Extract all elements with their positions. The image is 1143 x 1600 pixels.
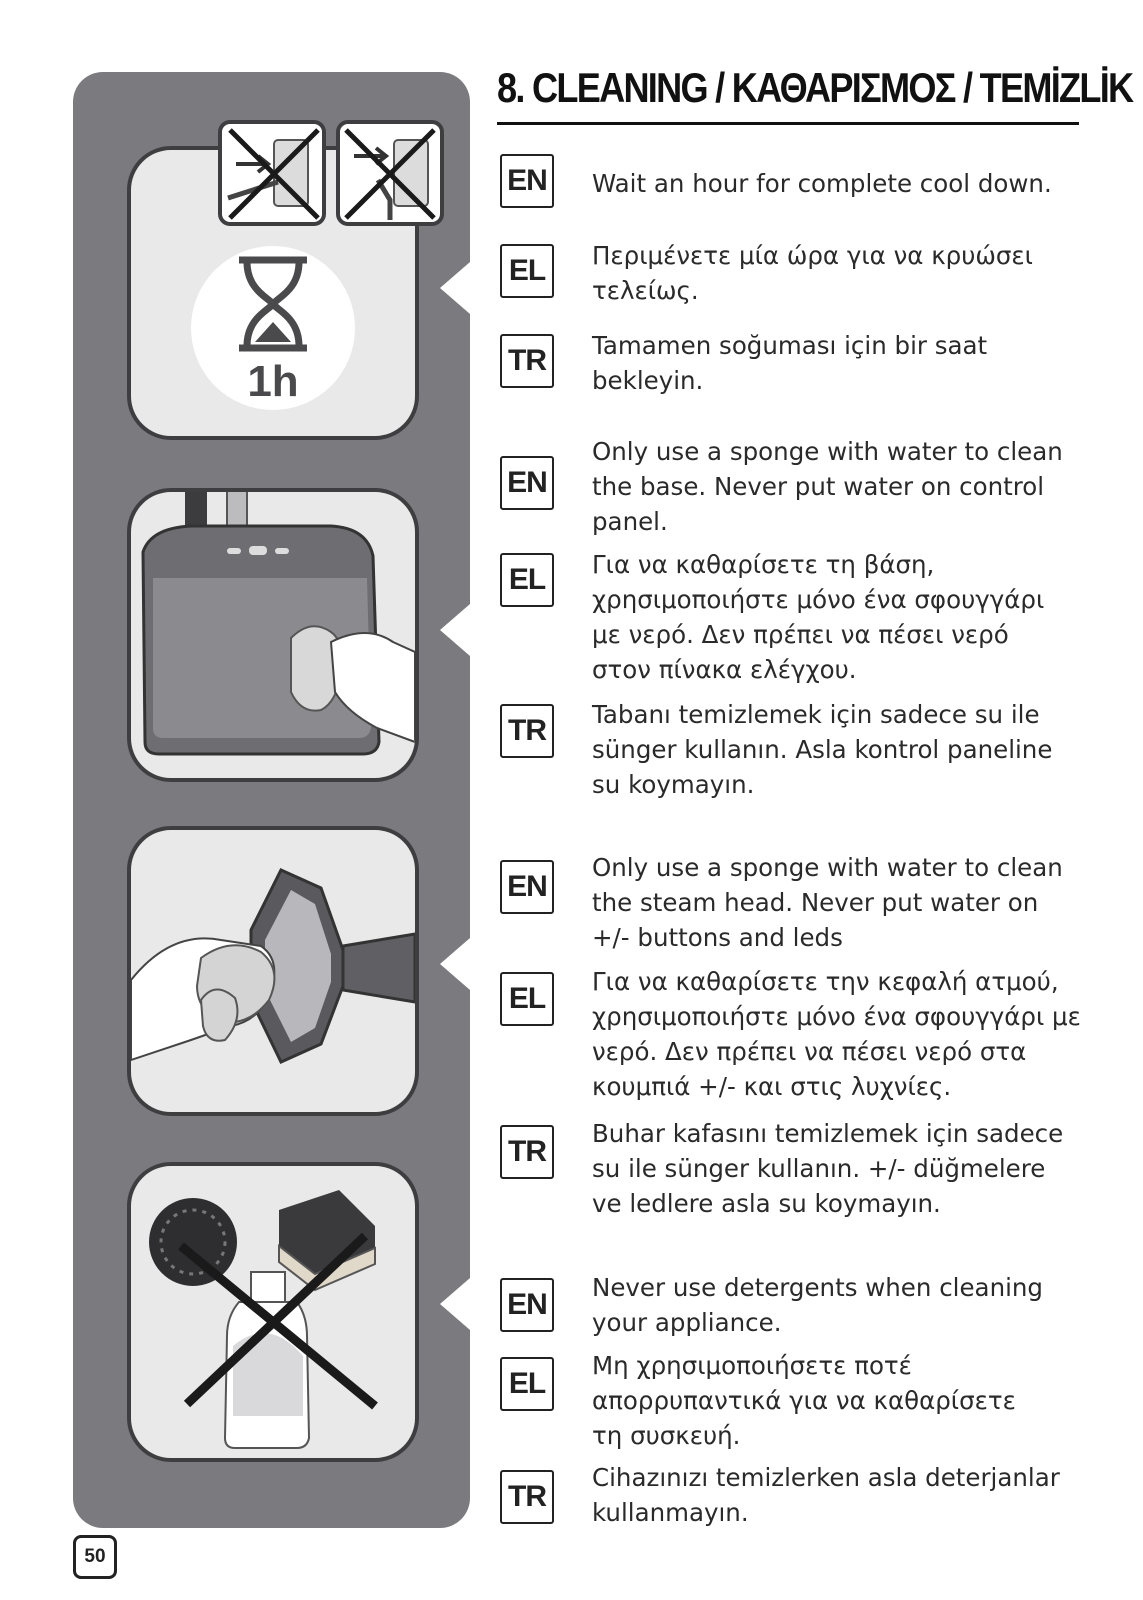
instruction-text: Για να καθαρίσετε την κεφαλή ατμού, χρησιμοποιήστε μόνο ένα σφουγγάρι με νερό. Δεν πρέπει να πέσει νερό στα κουμπιά +/- και στις λυχνίες.	[592, 967, 1081, 1101]
unplug-icons	[218, 120, 446, 226]
sponge-base-icon	[131, 492, 415, 778]
language-badge-el: EL	[500, 244, 554, 298]
sponge-steam-head-icon	[131, 830, 415, 1112]
language-badge-en: EN	[500, 1278, 554, 1332]
svg-text:1h: 1h	[247, 357, 299, 406]
page-number: 50	[73, 1535, 117, 1579]
no-detergent-icon	[131, 1166, 415, 1458]
instruction-text: Για να καθαρίσετε τη βάση, χρησιμοποιήστε μόνο ένα σφουγγάρι με νερό. Δεν πρέπει να πέσει νερό στον πίνακα ελέγχου.	[592, 550, 1045, 684]
panel-pointer	[440, 262, 470, 314]
panel-pointer	[440, 604, 470, 656]
language-badge-tr: TR	[500, 704, 554, 758]
title-divider	[497, 122, 1079, 125]
instruction-text: Only use a sponge with water to clean the steam head. Never put water on +/- buttons and leds	[592, 853, 1063, 952]
instruction-text: Never use detergents when cleaning your appliance.	[592, 1273, 1043, 1337]
language-badge-el: EL	[500, 1357, 554, 1411]
instruction-text: Περιμένετε μία ώρα για να κρυώσει τελείως.	[592, 241, 1033, 305]
instruction-text: Only use a sponge with water to clean the base. Never put water on control panel.	[592, 437, 1063, 536]
instruction-text: Wait an hour for complete cool down.	[592, 169, 1052, 198]
language-badge-el: EL	[500, 972, 554, 1026]
instruction-text: Tamamen soğuması için bir saat bekleyin.	[592, 331, 988, 395]
language-badge-tr: TR	[500, 1470, 554, 1524]
panel-pointer	[440, 938, 470, 990]
illustration-no-detergent	[127, 1162, 419, 1462]
instruction-text: Μη χρησιμοποιήσετε ποτέ απορρυπαντικά για να καθαρίσετε τη συσκευή.	[592, 1351, 1016, 1450]
page-title: 8. CLEANING / ΚΑΘΑΡΙΣΜΟΣ / TEMİZLİK	[497, 64, 1133, 111]
illustration-clean-steam-head	[127, 826, 419, 1116]
panel-pointer	[440, 1278, 470, 1330]
language-badge-tr: TR	[500, 334, 554, 388]
language-badge-el: EL	[500, 553, 554, 607]
language-badge-tr: TR	[500, 1125, 554, 1179]
instruction-text: Cihazınızı temizlerken asla deterjanlar kullanmayın.	[592, 1463, 1060, 1527]
instruction-text: Buhar kafasını temizlemek için sadece su ile sünger kullanın. +/- düğmelere ve ledlere asla su koymayın.	[592, 1119, 1064, 1218]
instruction-text: Tabanı temizlemek için sadece su ile sünger kullanın. Asla kontrol paneline su koymayın.	[592, 700, 1053, 799]
language-badge-en: EN	[500, 860, 554, 914]
illustration-clean-base	[127, 488, 419, 782]
language-badge-en: EN	[500, 154, 554, 208]
language-badge-en: EN	[500, 456, 554, 510]
